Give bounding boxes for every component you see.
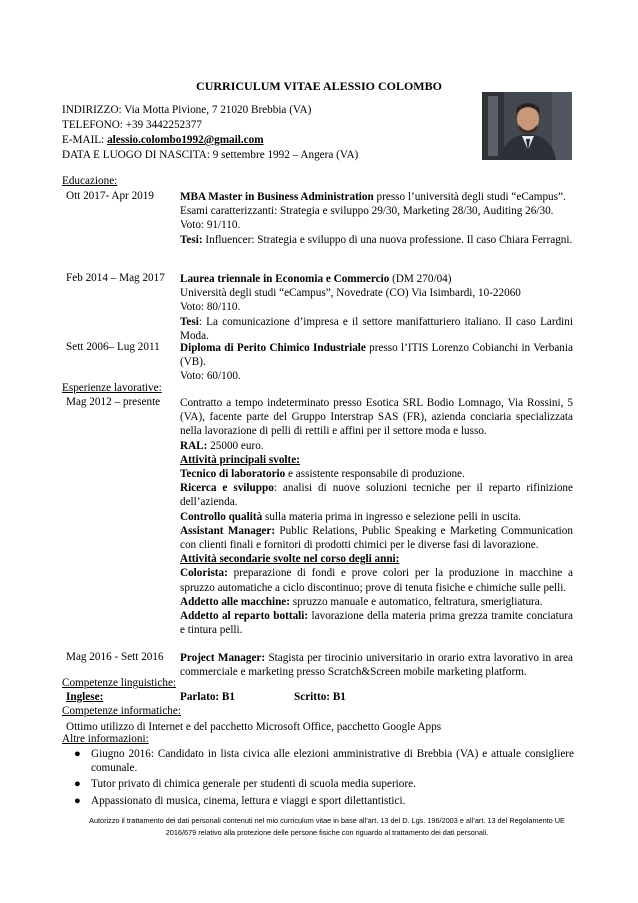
spoken-level: Parlato: B1 [180, 691, 235, 703]
job-entry-2 [180, 651, 573, 679]
main-activities-heading: Attività principali svolte: [180, 453, 300, 466]
experience-heading: Esperienze lavorative: [62, 382, 162, 394]
bullet-icon: ● [74, 748, 81, 760]
degree-title: Laurea triennale in Economia e Commercio [180, 273, 390, 285]
thesis-text: : La comunicazione d’impresa e il settore manifatturiero italiano. Il caso Lardini Moda. [180, 315, 573, 342]
job-intro: Contratto a tempo indeterminato presso Esotica SRL Bodio Lomnago, Via Rossini, 5 (VA), facente parte del Gruppo Interstrap SAS (FR), azienda conciaria specializzata nella lavorazione di pelli di rettili e affini per il settore moda e lusso. [180, 397, 573, 438]
email-line [62, 133, 358, 148]
activity-text: : analisi di nuove soluzioni tecniche per il reparto rifinizione dell’azienda. [180, 482, 573, 509]
job-title: Project Manager: [180, 652, 266, 664]
activity-text: spruzzo manuale e automatico, feltratura, smerigliatura. [290, 595, 543, 608]
contact-block [62, 103, 358, 163]
activity-label: Addetto alle macchine: [180, 595, 290, 608]
activity-label: Colorista: [180, 567, 228, 580]
list-item: ● Tutor privato di chimica generale per studenti di scuola media superiore. [74, 778, 416, 791]
thesis-label: Tesi: [180, 233, 203, 246]
grade-text: Voto: 80/110. [180, 301, 241, 314]
activity-label: Controllo qualità [180, 510, 263, 523]
education-date-3: Sett 2006– Lug 2011 [66, 341, 160, 353]
activity-text: preparazione di fondi e prove colori per la produzione in macchine a spruzzo automatiche a ciclo discontinuo; prove di tenuta fisiche e chimiche sulle pelli. [180, 567, 573, 594]
list-item: ● Appassionato di musica, cinema, lettura e viaggi e sport dilettantistici. [74, 794, 406, 807]
activity-text: e assistente responsabile di produzione. [285, 468, 465, 481]
job-entry-1 [180, 396, 573, 637]
exams-text: Esami caratterizzanti: Strategia e sviluppo 29/30, Marketing 28/30, Auditing 26/30. [180, 205, 554, 218]
page-title: CURRICULUM VITAE ALESSIO COLOMBO [196, 79, 442, 93]
grade-text: Voto: 91/110. [180, 219, 241, 232]
job-date-2: Mag 2016 - Sett 2016 [66, 651, 164, 663]
activity-text: lavorazione della materia prima grezza tramite conciatura e tintura pelli. [180, 610, 573, 637]
education-entry-1: MBA Master in Business Administration presso l’università degli studi “eCampus”. Esami caratterizzanti: Strategia e sviluppo 29/30, Marketing 28/30, Auditing 26/30. Voto: 91/110. Tesi: Influencer: Strategia e sviluppo di una nuova professione. Il caso Chiara Ferragni. [180, 191, 573, 246]
computer-skills-heading: Competenze informatiche: [62, 705, 181, 717]
profile-photo [482, 92, 572, 160]
education-entry-3: Diploma di Perito Chimico Industriale presso l’ITIS Lorenzo Cobianchi in Verbania (VB). Voto: 60/100. [180, 342, 573, 383]
written-level: Scritto: B1 [294, 691, 346, 703]
other-info-heading: Altre informazioni: [62, 733, 149, 745]
university-text: Università degli studi “eCampus”, Novedrate (CO) Via Isimbardi, 10-22060 [180, 287, 521, 300]
degree-title: MBA Master in Business Administration [180, 191, 374, 203]
activity-label: Tecnico di laboratorio [180, 468, 286, 481]
thesis-text: Influencer: Strategia e sviluppo di una nuova professione. Il caso Chiara Ferragni. [202, 233, 573, 246]
thesis-label: Tesi [180, 315, 199, 328]
bullet-icon: ● [74, 794, 81, 807]
person-portrait-icon [482, 92, 572, 160]
education-date-1: Ott 2017- Apr 2019 [66, 190, 154, 202]
secondary-activities-heading: Attività secondarie svolte nel corso degli anni: [180, 553, 400, 566]
bullet-icon: ● [74, 778, 81, 791]
phone-line: TELEFONO: +39 3442252377 [62, 119, 202, 131]
activity-text: sulla materia prima in ingresso e selezione pelli in uscita. [262, 510, 521, 523]
computer-skills-text: Ottimo utilizzo di Internet e del pacchetto Microsoft Office, pacchetto Google Apps [66, 721, 442, 733]
email-link[interactable]: alessio.colombo1992@gmail.com [107, 134, 264, 146]
ral-label: RAL: [180, 439, 208, 452]
job-date-1: Mag 2012 – presente [66, 396, 161, 408]
activity-label: Addetto al reparto bottali: [180, 610, 309, 623]
birth-line: DATA E LUOGO DI NASCITA: 9 settembre 1992 – Angera (VA) [62, 149, 359, 161]
activity-label: Assistant Manager: [180, 524, 276, 537]
privacy-footer [62, 815, 592, 839]
grade-text: Voto: 60/100. [180, 370, 241, 383]
footer-line-2: 2016/679 relativo alla protezione delle persone fisiche con riguardo al trattamento dei dati personali. [165, 828, 489, 837]
activity-text: Public Relations, Public Speaking e Marketing Communication con clienti finali e fornitori di prodotti chimici per le diverse fasi di lavorazione. [180, 524, 573, 552]
education-date-2: Feb 2014 – Mag 2017 [66, 272, 165, 284]
languages-heading: Competenze linguistiche: [62, 677, 177, 689]
ral-value: 25000 euro. [207, 439, 264, 452]
degree-title: Diploma di Perito Chimico Industriale [180, 342, 366, 354]
education-heading: Educazione: [62, 175, 118, 187]
list-item: ● Giugno 2016: Candidato in lista civica alle elezioni amministrative di Brebbia (VA) e attuale consigliere comunale. [74, 748, 574, 775]
email-label: E-MAIL: [62, 134, 108, 146]
address-line: INDIRIZZO: Via Motta Pivione, 7 21020 Brebbia (VA) [62, 104, 312, 116]
language-name: Inglese: [66, 691, 104, 703]
education-entry-2: Laurea triennale in Economia e Commercio (DM 270/04) Università degli studi “eCampus”, Novedrate (CO) Via Isimbardi, 10-22060 Voto: 80/110. Tesi: La comunicazione d’impresa e il settore manifatturiero italiano. Il caso Lardini Moda. [180, 273, 573, 342]
activity-label: Ricerca e sviluppo [180, 482, 274, 495]
job-description: Stagista per tirocinio universitario in orario extra lavorativo in area commerciale e marketing presso Scratch&Screen mobile marketing platform. [180, 652, 573, 679]
other-info-list [62, 747, 574, 808]
footer-line-1: Autorizzo il trattamento dei dati personali contenuti nel mio curriculum vitae in base all’art. 13 del D. Lgs. 196/2003 e all’art. 13 del Regolamento UE [89, 816, 565, 825]
